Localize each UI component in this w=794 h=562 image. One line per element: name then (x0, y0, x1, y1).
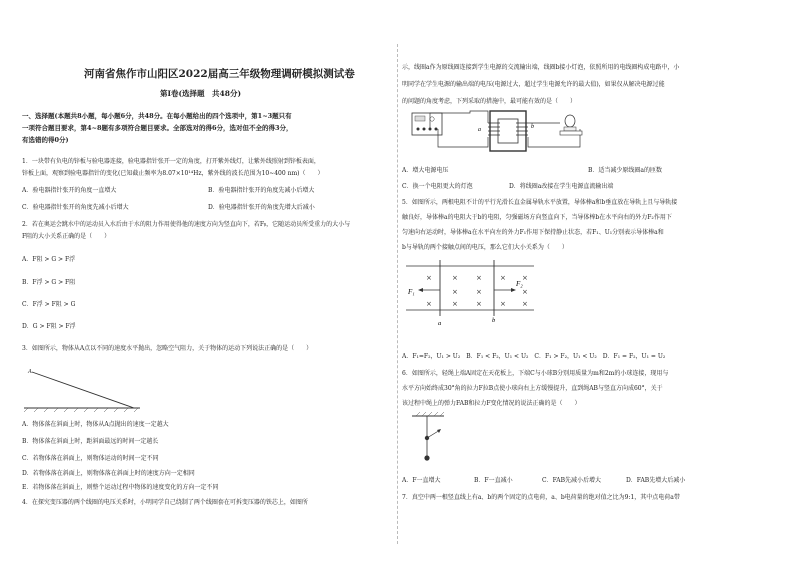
svg-text:×: × (452, 288, 458, 296)
svg-text:×: × (500, 300, 506, 308)
svg-text:×: × (522, 300, 528, 308)
q3-option-c: C．若物体落在斜面上，则物体运动的时间一定不同 (22, 455, 159, 462)
q5-text-line3: 匀速向右运动时，导体棒a在水平向左的外力F₁作用下保持静止状态，若F₁、U₁分别表示导体棒a和 (402, 229, 664, 236)
q6-option-d: D．FAB先增大后减小 (626, 477, 686, 484)
q5-rails-figure (406, 256, 536, 328)
q4-option-d: D．将线圈a改接在学生电源直流输出端 (509, 183, 614, 190)
section-instructions-line3: 有选错的得0分) (22, 136, 69, 144)
svg-text:×: × (426, 300, 432, 308)
q1-option-a: A．验电器指针张开的角度一直增大 (22, 187, 117, 194)
q4-transformer-figure (410, 107, 610, 155)
q6-option-b: B．F一直减小 (474, 477, 513, 484)
svg-text:×: × (522, 274, 528, 282)
svg-text:×: × (452, 274, 458, 282)
q4-continued-line2: 明同学在学生电源的输出端的电压(电源过大，超过学生电源允许的最大值)，如果仅从解决电源过能 (402, 81, 665, 88)
q3-text-line1: 3．如图所示，物体从A点以不同的速度水平抛出，忽略空气阻力，关于物体的运动下列说法正确的是（ ） (22, 345, 313, 352)
q2-option-a: A．F阻 > G > F浮 (22, 256, 76, 263)
q4-option-b: B．适当减少原线圈a的匝数 (588, 167, 662, 174)
q2-text-line1: 2．若在奥运会跳水中的运动员入水后由于水的阻力作用使得他的速度方向为竖直向下，若Fᵦ，它随运动员所受重力的大小与 (22, 221, 351, 228)
section-instructions-line2: 一项符合题目要求，第4~8题有多项符合题目要求。全部选对的得6分，选对但不全的得3分， (22, 124, 293, 132)
force-f2-label: F₂ (516, 280, 523, 288)
q2-option-c: C．F浮 > F阻 > G (22, 301, 76, 308)
q3-option-a: A．物体落在斜面上时，物体从A点抛出的速度一定越大 (22, 421, 169, 428)
section-instructions-line1: 一、选择题(本题共8小题，每小题6分，共48分。在每小题给出的四个选项中，第1~3题只有 (22, 112, 292, 120)
q3-incline-figure (22, 364, 142, 414)
page-subtitle: 第Ⅰ卷(选择题 共48分) (160, 89, 242, 98)
q2-option-d: D．G > F阻 > F浮 (22, 323, 76, 330)
q6-text-line1: 6．如图所示，轻绳上端A固定在天花板上，下端C与小球B分别用质量为m和2m的小球连接，现用与 (402, 370, 669, 377)
q1-option-c: C．验电器指针张开的角度先减小后增大 (22, 204, 129, 211)
q5-options: A．F₁=F₂，U₁ > U₂ B．F₁ < F₂，U₁ < U₂ C．F₁ > F₂，U₁ < U₂ D．F₁ = F₂，U₁ = U₂ (402, 353, 666, 360)
svg-text:×: × (522, 288, 528, 296)
q6-pendulum-figure (410, 412, 450, 466)
svg-text:×: × (476, 274, 482, 282)
q3-option-e: E．若物体落在斜面上，则整个运动过程中物体的速度变化的方向一定不同 (22, 484, 219, 491)
q4-option-c: C．换一个电阻更大的灯泡 (402, 183, 473, 190)
q4-text-line1: 4．在探究变压器的两个线圈的电压关系时，小明同学自己绕制了两个线圈套在可拆变压器的铁芯上，如图所 (22, 499, 308, 506)
q4-continued-line3: 的问题的角度考虑，下列采取的措施中，最可能有效的是（ ） (402, 98, 577, 105)
rod-b-label: b (492, 317, 496, 324)
svg-text:×: × (500, 274, 506, 282)
svg-text:×: × (476, 300, 482, 308)
q1-text-line2: 锌板上面，观察到验电器指针的变化(已知截止频率为8.07×10¹⁴Hz，紫外线的波长范围为10~400 nm)（ ） (22, 170, 324, 177)
lamp-bulb (565, 115, 575, 127)
rod-a-label: a (438, 320, 442, 327)
svg-text:×: × (476, 288, 482, 296)
q4-option-a: A．增大电源电压 (402, 167, 449, 174)
q1-option-d: D．验电器指针张开的角度先增大后减小 (208, 204, 315, 211)
q2-option-b: B．F浮 > G > F阻 (22, 279, 76, 286)
force-f1-label: F₁ (408, 288, 415, 296)
q6-text-line2: 水平方向始终成30°角的拉力F拉B点使小球向右上方缓慢提升，直到绳AB与竖直方向成60°，关于 (402, 385, 663, 392)
column-divider (397, 44, 398, 544)
q4-continued-line1: 示，线圈a作为原线圈连接到学生电源的交流输出端，线圈b接小灯泡，依照所用的电线圈构成电路中，小 (402, 64, 680, 71)
q2-text-line2: F阻的大小关系正确的是（ ） (22, 233, 111, 240)
coil-b-label: b (531, 124, 534, 130)
q5-text-line4: b与导轨的两个接触点间的电压，那么它们大小关系为（ ） (402, 244, 568, 251)
q3-option-b: B．物体落在斜面上时，距斜面最远的时间一定越长 (22, 438, 159, 445)
coil-a-label: a (478, 127, 481, 133)
q6-option-c: C．FAB先减小后增大 (542, 477, 601, 484)
svg-text:×: × (452, 300, 458, 308)
q6-option-a: A．F一直增大 (402, 477, 441, 484)
q3-option-d: D．若物体落在斜面上，则物体落在斜面上时的速度方向一定相同 (22, 470, 195, 477)
q1-option-b: B．验电器指针张开的角度先减小后增大 (208, 187, 315, 194)
svg-text:×: × (426, 274, 432, 282)
q7-text-line1: 7．真空中两一根竖直线上有a、b的两个固定的点电荷，a、b电荷量的绝对值之比为9:1，其中点电荷a带 (402, 494, 680, 501)
q6-text-line3: 该过程中绳上的弹力FAB和拉力F变化情况的说法正确的是（ ） (402, 400, 581, 407)
page-title: 河南省焦作市山阳区2022届高三年级物理调研模拟测试卷 (84, 68, 355, 80)
q5-text-line2: 触良好，导体棒a的电阻大于b的电阻，匀强磁场方向竖直向下，当导体棒b在水平向右的外力F₂作用下 (402, 214, 672, 221)
q3-point-label: A (28, 369, 32, 375)
q5-text-line1: 5．如图所示，两根电阻不计的平行光滑长直金属导轨水平放置，导体棒a和b垂直放在导轨上且与导轨接 (402, 199, 678, 206)
q1-text-line1: 1．一块带有负电的锌板与验电器连接，验电器指针张开一定的角度，打开紫外线灯，让紫外线照射到锌板表面， (22, 158, 320, 165)
